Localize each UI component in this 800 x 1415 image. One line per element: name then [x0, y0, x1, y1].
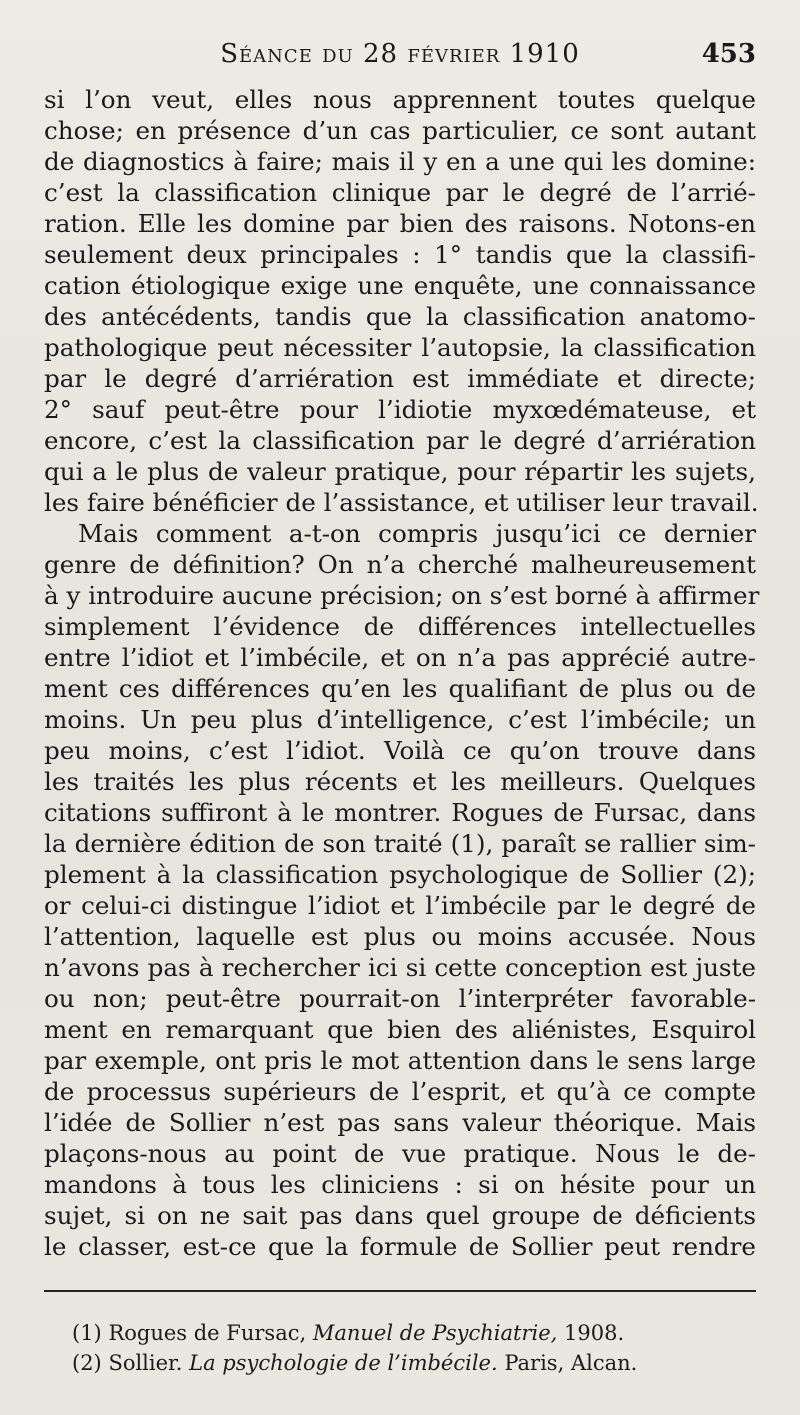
text-line: ment en remarquant que bien des aliénistes, Esquirol — [44, 1015, 756, 1044]
text-line: les traités les plus récents et les meilleurs. Quelques — [44, 767, 756, 796]
text-line: plaçons-nous au point de vue pratique. Nous le de- — [44, 1139, 756, 1168]
footnote-title: Manuel de Psychiatrie, — [312, 1321, 558, 1345]
text-line: cation étiologique exige une enquête, une connaissance — [44, 271, 756, 300]
text-line: les faire bénéficier de l’assistance, et utiliser leur travail. — [44, 488, 759, 517]
page-number: 453 — [701, 39, 756, 69]
footnote-2 — [72, 1348, 752, 1378]
text-line: si l’on veut, elles nous apprennent toutes quelque — [44, 85, 756, 114]
footnote-title: La psychologie de l’imbécile. — [189, 1351, 498, 1375]
text-line: qui a le plus de valeur pratique, pour répartir les sujets, — [44, 457, 756, 486]
text-line: ration. Elle les domine par bien des raisons. Notons-en — [44, 209, 756, 238]
footnote-author: Sollier. — [108, 1351, 183, 1375]
text-line: entre l’idiot et l’imbécile, et on n’a pas apprécié autre- — [44, 643, 756, 672]
text-line: des antécédents, tandis que la classification anatomo- — [44, 302, 756, 331]
running-title: Séance du 28 février 1910 — [220, 39, 580, 69]
text-line: 2° sauf peut-être pour l’idiotie myxœdémateuse, et — [44, 395, 756, 424]
running-head — [44, 34, 756, 74]
footnote-rest: 1908. — [564, 1321, 625, 1345]
text-line: par le degré d’arriération est immédiate et directe; — [44, 364, 756, 393]
text-line: n’avons pas à rechercher ici si cette conception est juste — [44, 953, 756, 982]
footnote-marker: (2) — [72, 1351, 102, 1375]
text-line: de processus supérieurs de l’esprit, et qu’à ce compte — [44, 1077, 756, 1106]
text-line: simplement l’évidence de différences intellectuelles — [44, 612, 756, 641]
footnote-marker: (1) — [72, 1321, 102, 1345]
text-line: encore, c’est la classification par le degré d’arriération — [44, 426, 756, 455]
text-line: or celui-ci distingue l’idiot et l’imbécile par le degré de — [44, 891, 756, 920]
text-line: le classer, est-ce que la formule de Sollier peut rendre — [44, 1232, 756, 1261]
text-line: ou non; peut-être pourrait-on l’interpréter favorable- — [44, 984, 756, 1013]
footnote-1 — [72, 1318, 752, 1348]
text-line: moins. Un peu plus d’intelligence, c’est l’imbécile; un — [44, 705, 756, 734]
text-line: l’idée de Sollier n’est pas sans valeur théorique. Mais — [44, 1108, 756, 1137]
text-line: par exemple, ont pris le mot attention dans le sens large — [44, 1046, 756, 1075]
text-line: la dernière édition de son traité (1), paraît se rallier sim- — [44, 829, 756, 858]
text-line: de diagnostics à faire; mais il y en a une qui les domine: — [44, 147, 756, 176]
paragraph-start-line: Mais comment a-t-on compris jusqu’ici ce dernier — [78, 519, 756, 548]
text-line: à y introduire aucune précision; on s’est borné à affirmer — [44, 581, 760, 610]
text-line: plement à la classification psychologique de Sollier (2); — [44, 860, 756, 889]
text-line: ment ces différences qu’en les qualifiant de plus ou de — [44, 674, 756, 703]
text-line: sujet, si on ne sait pas dans quel groupe de déficients — [44, 1201, 756, 1230]
text-line: c’est la classification clinique par le degré de l’arrié- — [44, 178, 756, 207]
text-line: l’attention, laquelle est plus ou moins accusée. Nous — [44, 922, 756, 951]
footnotes — [72, 1318, 752, 1378]
text-line: mandons à tous les cliniciens : si on hésite pour un — [44, 1170, 756, 1199]
text-line: peu moins, c’est l’idiot. Voilà ce qu’on trouve dans — [44, 736, 756, 765]
footnote-divider — [44, 1290, 756, 1292]
footnote-author: Rogues de Fursac, — [108, 1321, 307, 1345]
text-line: citations suffiront à le montrer. Rogues de Fursac, dans — [44, 798, 756, 827]
body-text — [44, 84, 760, 1262]
text-line: pathologique peut nécessiter l’autopsie, la classification — [44, 333, 756, 362]
text-line: chose; en présence d’un cas particulier, ce sont autant — [44, 116, 756, 145]
text-line: genre de définition? On n’a cherché malheureusement — [44, 550, 756, 579]
footnote-rest: Paris, Alcan. — [504, 1351, 638, 1375]
text-line: seulement deux principales : 1° tandis que la classifi- — [44, 240, 756, 269]
